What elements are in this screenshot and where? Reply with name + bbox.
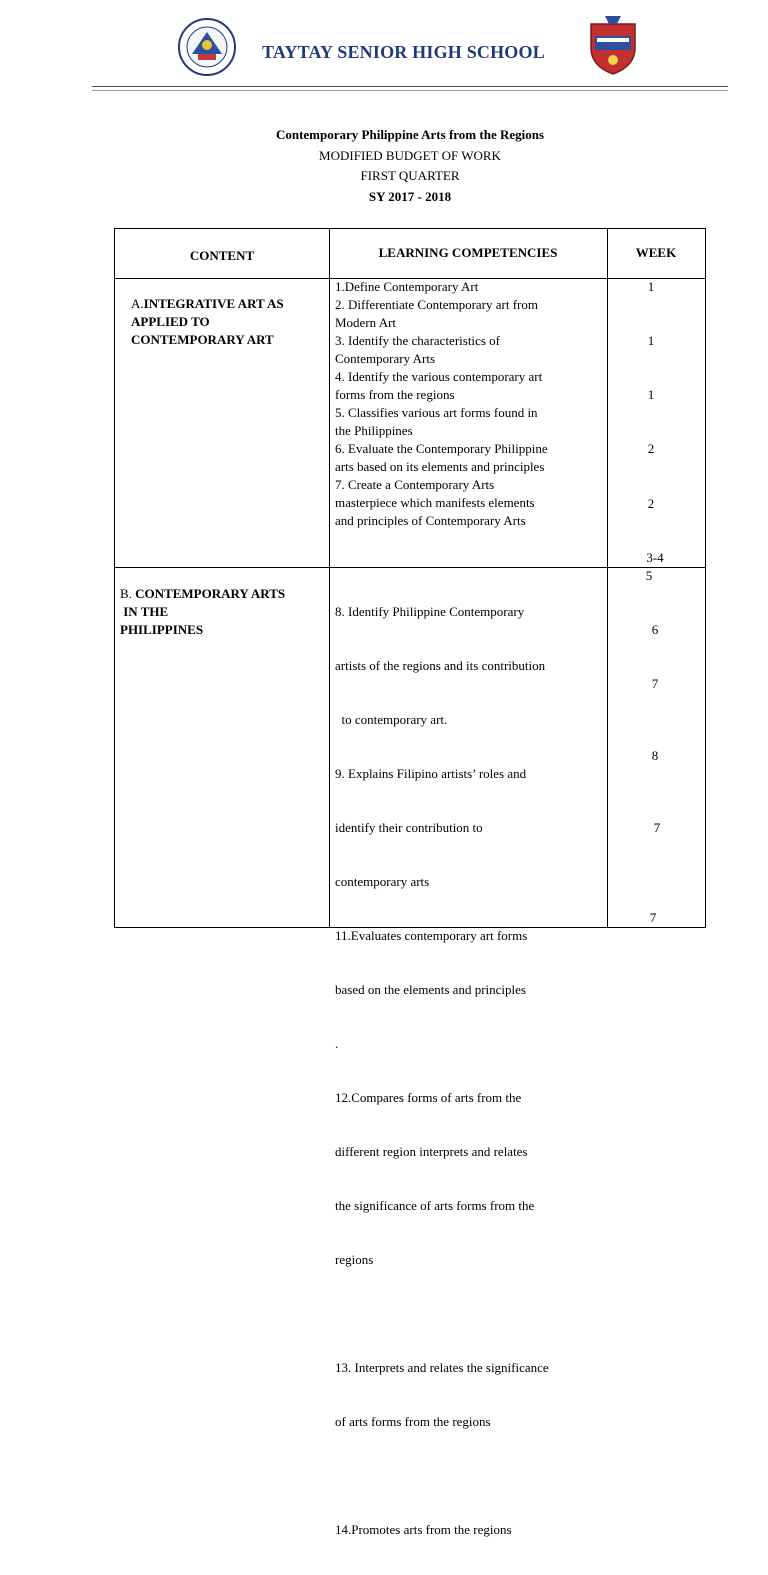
competency-line: 6. Evaluate the Contemporary Philippine [335,441,548,456]
competency-line: based on the elements and principles [335,982,526,997]
week-value: 2 [647,441,655,456]
school-name: TAYTAY SENIOR HIGH SCHOOL [262,42,545,62]
week-value: 7 [653,820,661,835]
section-a-competencies [335,278,605,530]
competency-line: regions [335,1252,374,1267]
week-value: 3-4 [646,550,664,565]
doc-type-title: MODIFIED BUDGET OF WORK [319,147,501,163]
header-rule [92,86,728,87]
week-value: 7 [651,676,659,691]
header-week: WEEK [635,245,677,260]
header-competencies: LEARNING COMPETENCIES [378,245,558,260]
budget-table [114,228,706,1537]
competency-line: to contemporary art. [335,712,448,727]
competency-line: the Philippines [335,423,413,438]
competency-line: 7. Create a Contemporary Arts [335,477,495,492]
section-a-title: A.INTEGRATIVE ART AS APPLIED TO CONTEMPORARY ART [131,296,284,347]
week-value: 1 [647,333,655,348]
week-value: 2 [647,496,655,511]
document-titles [0,125,768,207]
competency-line: 5. Classifies various art forms found in [335,405,538,420]
week-value: 8 [651,748,659,763]
school-year-title: SY 2017 - 2018 [368,188,452,204]
competency-line: 8. Identify Philippine Contemporary [335,604,525,619]
week-value: 7 [649,910,657,925]
competency-line [335,1467,605,1485]
section-b-title: B. CONTEMPORARY ARTS IN THE PHILIPPINES [120,586,286,637]
section-b-competencies [335,567,605,1575]
competency-line: 14.Promotes arts from the regions [335,1522,512,1537]
competency-line: 11.Evaluates contemporary art forms [335,928,528,943]
school-shield-icon [585,14,641,76]
column-divider [329,229,330,927]
competency-line: 3. Identify the characteristics of [335,333,500,348]
competency-line [335,1305,605,1323]
competency-line: 9. Explains Filipino artists’ roles and [335,766,527,781]
competency-line: the significance of arts forms from the [335,1198,535,1213]
competency-line: 2. Differentiate Contemporary art from [335,297,538,312]
week-value: 1 [647,387,655,402]
competency-line: contemporary arts [335,874,430,889]
competency-line: forms from the regions [335,387,455,402]
week-value: 6 [651,622,659,637]
competency-line: masterpiece which manifests elements [335,495,535,510]
competency-line: artists of the regions and its contribution [335,658,546,673]
competency-line: Contemporary Arts [335,351,436,366]
competency-line: of arts forms from the regions [335,1414,491,1429]
competency-line: 4. Identify the various contemporary art [335,369,543,384]
competency-line: identify their contribution to [335,820,483,835]
header-content: CONTENT [189,248,255,263]
week-value: 5 [645,568,653,583]
deped-seal-icon [178,18,236,76]
competency-line: Modern Art [335,315,397,330]
competency-line: . [335,1036,339,1051]
competency-line: 13. Interprets and relates the significance [335,1360,549,1375]
competency-line: and principles of Contemporary Arts [335,513,526,528]
competency-line: 12.Compares forms of arts from the [335,1090,522,1105]
competency-line: different region interprets and relates [335,1144,528,1159]
subject-title: Contemporary Philippine Arts from the Regions [275,127,545,142]
header-rule-thin [92,90,728,91]
week-value: 1 [647,279,655,294]
competency-line: 1.Define Contemporary Art [335,279,479,294]
quarter-title: FIRST QUARTER [360,168,460,183]
competency-line: arts based on its elements and principles [335,459,545,474]
